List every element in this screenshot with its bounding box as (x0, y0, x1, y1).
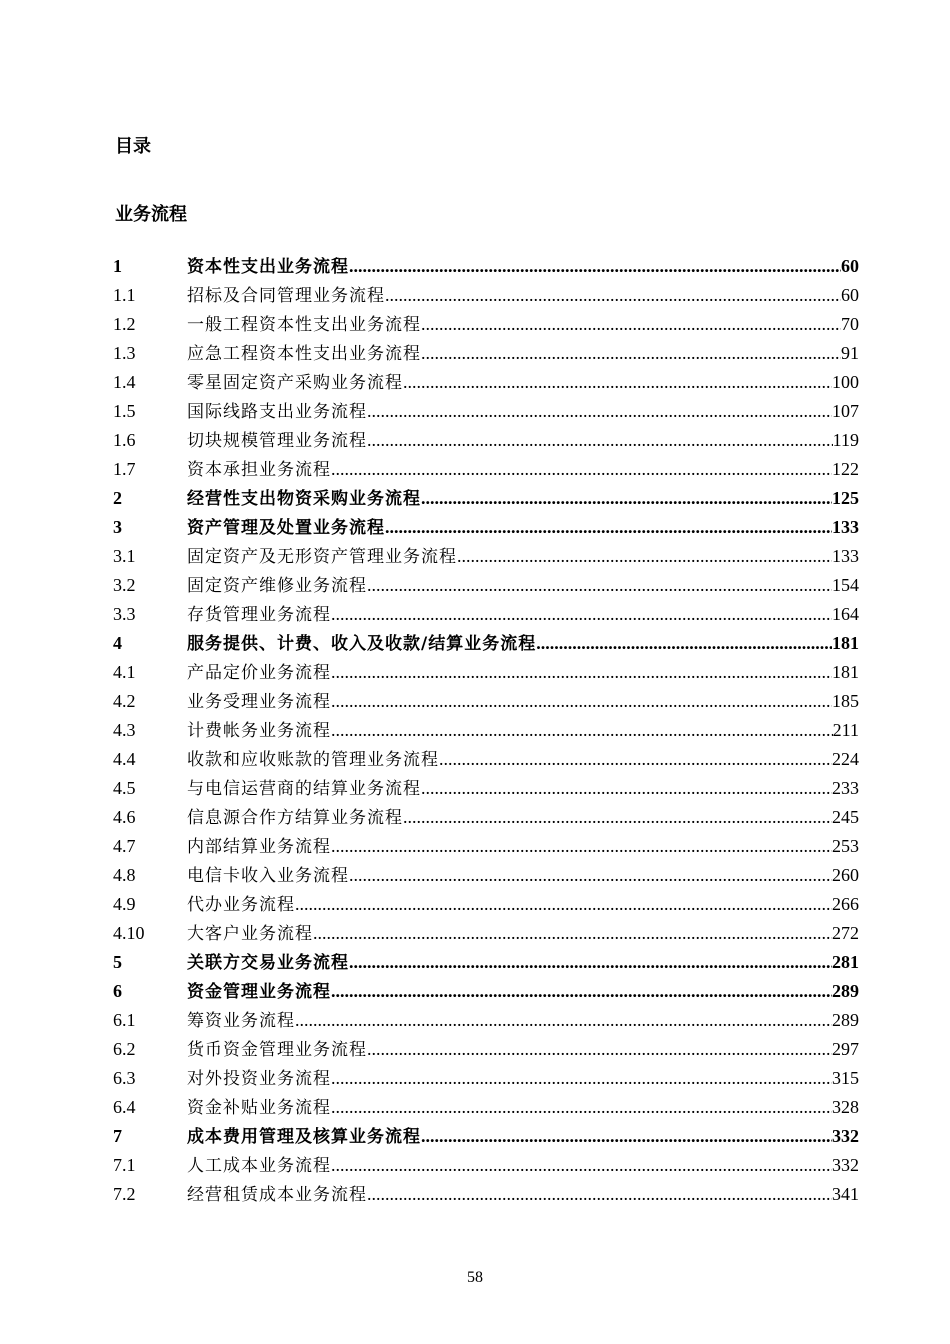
toc-entry-number: 3.1 (113, 546, 136, 566)
toc-entry-number: 7.2 (113, 1184, 136, 1204)
toc-entry-number: 6.4 (113, 1097, 136, 1117)
toc-entry-number: 3.2 (113, 575, 136, 595)
toc-leader-dots (313, 919, 832, 948)
toc-entry[interactable] (113, 948, 859, 977)
toc-entry-number: 7 (113, 1126, 122, 1146)
toc-entry-title: 零星固定资产采购业务流程 (187, 373, 403, 393)
toc-entry[interactable] (113, 571, 859, 600)
toc-entry-title: 国际线路支出业务流程 (187, 402, 367, 422)
toc-entry-title: 固定资产及无形资产管理业务流程 (187, 547, 457, 567)
toc-entry-number: 6.3 (113, 1068, 136, 1088)
toc-leader-dots (421, 339, 841, 368)
toc-entry-number: 4.10 (113, 923, 145, 943)
toc-entry-page: 341 (832, 1184, 859, 1204)
toc-entry-number: 3.3 (113, 604, 136, 624)
toc-entry[interactable] (113, 1122, 859, 1151)
toc-leader-dots (331, 1151, 832, 1180)
toc-entry-number: 4.6 (113, 807, 136, 827)
toc-entry-title: 资金管理业务流程 (187, 982, 331, 1002)
toc-leader-dots (439, 745, 832, 774)
toc-entry-page: 107 (832, 401, 859, 421)
toc-leader-dots (349, 252, 841, 281)
toc-entry-title: 筹资业务流程 (187, 1011, 295, 1031)
toc-leader-dots (403, 368, 832, 397)
section-title: 业务流程 (115, 204, 187, 225)
toc-entry-title: 电信卡收入业务流程 (187, 866, 349, 886)
toc-entry[interactable] (113, 455, 859, 484)
toc-entry-page: 332 (832, 1155, 859, 1175)
toc-entry-number: 6.1 (113, 1010, 136, 1030)
toc-entry-page: 185 (832, 691, 859, 711)
toc-entry-number: 1.3 (113, 343, 136, 363)
toc-entry-number: 4.3 (113, 720, 136, 740)
toc-entry-title: 内部结算业务流程 (187, 837, 331, 857)
table-of-contents (113, 252, 859, 1209)
toc-leader-dots (367, 397, 832, 426)
toc-entry[interactable] (113, 513, 859, 542)
toc-entry[interactable] (113, 484, 859, 513)
toc-entry-title: 存货管理业务流程 (187, 605, 331, 625)
toc-entry-number: 4.9 (113, 894, 136, 914)
toc-entry-title: 人工成本业务流程 (187, 1156, 331, 1176)
toc-entry-title: 收款和应收账款的管理业务流程 (187, 750, 439, 770)
toc-leader-dots (367, 571, 832, 600)
toc-entry-title: 大客户业务流程 (187, 924, 313, 944)
toc-leader-dots (367, 426, 833, 455)
toc-entry-page: 211 (832, 720, 859, 740)
toc-leader-dots (536, 629, 832, 658)
toc-entry-number: 5 (113, 952, 122, 972)
toc-leader-dots (331, 716, 833, 745)
toc-entry-page: 119 (832, 430, 859, 450)
toc-entry-page: 266 (832, 894, 859, 914)
toc-entry-number: 6 (113, 981, 122, 1001)
toc-entry[interactable] (113, 1151, 859, 1180)
toc-leader-dots (421, 484, 832, 513)
toc-entry-page: 60 (841, 285, 859, 305)
toc-leader-dots (331, 455, 832, 484)
toc-entry-number: 1.2 (113, 314, 136, 334)
toc-entry-page: 181 (832, 662, 859, 682)
toc-entry-page: 328 (832, 1097, 859, 1117)
toc-entry-page: 100 (832, 372, 859, 392)
toc-entry-page: 233 (832, 778, 859, 798)
toc-entry-number: 1.4 (113, 372, 136, 392)
toc-entry[interactable] (113, 310, 859, 339)
toc-entry[interactable] (113, 716, 859, 745)
toc-entry[interactable] (113, 426, 859, 455)
toc-entry[interactable] (113, 687, 859, 716)
toc-entry-title: 产品定价业务流程 (187, 663, 331, 683)
toc-leader-dots (385, 513, 832, 542)
toc-entry-title: 业务受理业务流程 (187, 692, 331, 712)
toc-entry-number: 2 (113, 488, 122, 508)
toc-leader-dots (331, 1093, 832, 1122)
toc-entry[interactable] (113, 339, 859, 368)
toc-leader-dots (331, 600, 832, 629)
toc-entry-title: 对外投资业务流程 (187, 1069, 331, 1089)
toc-entry-title: 应急工程资本性支出业务流程 (187, 344, 421, 364)
toc-entry-page: 164 (832, 604, 859, 624)
toc-entry-title: 成本费用管理及核算业务流程 (187, 1127, 421, 1147)
toc-leader-dots (331, 977, 832, 1006)
toc-entry-title: 与电信运营商的结算业务流程 (187, 779, 421, 799)
toc-entry[interactable] (113, 861, 859, 890)
toc-entry-title: 服务提供、计费、收入及收款/结算业务流程 (187, 634, 537, 654)
toc-entry[interactable] (113, 745, 859, 774)
toc-leader-dots (367, 1035, 832, 1064)
toc-entry-page: 272 (832, 923, 859, 943)
toc-entry-number: 4.1 (113, 662, 136, 682)
toc-leader-dots (421, 774, 832, 803)
toc-leader-dots (349, 861, 832, 890)
toc-entry-number: 3 (113, 517, 122, 537)
toc-entry-number: 1.5 (113, 401, 136, 421)
toc-entry-title: 资本性支出业务流程 (187, 257, 349, 277)
toc-entry[interactable] (113, 1180, 859, 1209)
toc-entry[interactable] (113, 890, 859, 919)
toc-entry[interactable] (113, 1093, 859, 1122)
toc-entry-title: 关联方交易业务流程 (187, 953, 349, 973)
toc-entry-number: 7.1 (113, 1155, 136, 1175)
toc-entry[interactable] (113, 1064, 859, 1093)
toc-entry-title: 资金补贴业务流程 (187, 1098, 331, 1118)
toc-entry[interactable] (113, 919, 859, 948)
toc-entry[interactable] (113, 397, 859, 426)
toc-entry-page: 332 (832, 1126, 859, 1146)
toc-entry-page: 289 (832, 981, 859, 1001)
toc-entry-title: 经营性支出物资采购业务流程 (187, 489, 421, 509)
toc-entry-page: 70 (841, 314, 859, 334)
toc-entry-page: 281 (832, 952, 859, 972)
toc-entry-number: 4.7 (113, 836, 136, 856)
toc-entry[interactable] (113, 774, 859, 803)
toc-leader-dots (367, 1180, 832, 1209)
toc-entry[interactable] (113, 252, 859, 281)
toc-entry-page: 181 (832, 633, 859, 653)
toc-entry-page: 289 (832, 1010, 859, 1030)
toc-entry[interactable] (113, 629, 859, 658)
toc-entry-page: 245 (832, 807, 859, 827)
toc-entry-number: 6.2 (113, 1039, 136, 1059)
toc-entry-number: 4.4 (113, 749, 136, 769)
toc-entry-number: 4 (113, 633, 122, 653)
toc-entry-page: 154 (832, 575, 859, 595)
toc-entry[interactable] (113, 658, 859, 687)
toc-entry-page: 60 (841, 256, 859, 276)
toc-leader-dots (331, 832, 832, 861)
toc-entry-title: 一般工程资本性支出业务流程 (187, 315, 421, 335)
toc-entry-page: 133 (832, 517, 859, 537)
toc-entry-page: 91 (841, 343, 859, 363)
toc-entry[interactable] (113, 368, 859, 397)
toc-entry-page: 260 (832, 865, 859, 885)
toc-leader-dots (403, 803, 832, 832)
toc-leader-dots (331, 687, 832, 716)
toc-leader-dots (421, 1122, 832, 1151)
toc-entry-number: 1.7 (113, 459, 136, 479)
toc-entry[interactable] (113, 1006, 859, 1035)
toc-entry-page: 297 (832, 1039, 859, 1059)
toc-entry-title: 货币资金管理业务流程 (187, 1040, 367, 1060)
toc-entry[interactable] (113, 977, 859, 1006)
toc-entry-title: 招标及合同管理业务流程 (187, 286, 385, 306)
toc-entry[interactable] (113, 281, 859, 310)
toc-entry-number: 1.6 (113, 430, 136, 450)
toc-entry-page: 133 (832, 546, 859, 566)
toc-entry-title: 计费帐务业务流程 (187, 721, 331, 741)
toc-entry[interactable] (113, 803, 859, 832)
toc-entry[interactable] (113, 542, 859, 571)
toc-entry-number: 1.1 (113, 285, 136, 305)
toc-leader-dots (331, 1064, 832, 1093)
toc-leader-dots (385, 281, 841, 310)
toc-entry[interactable] (113, 832, 859, 861)
toc-entry[interactable] (113, 1035, 859, 1064)
toc-leader-dots (349, 948, 832, 977)
toc-entry-page: 224 (832, 749, 859, 769)
toc-entry-title: 资产管理及处置业务流程 (187, 518, 385, 538)
toc-leader-dots (421, 310, 841, 339)
toc-entry-page: 125 (832, 488, 859, 508)
toc-leader-dots (295, 1006, 832, 1035)
toc-entry-title: 切块规模管理业务流程 (187, 431, 367, 451)
toc-leader-dots (295, 890, 832, 919)
toc-leader-dots (331, 658, 832, 687)
toc-entry-title: 资本承担业务流程 (187, 460, 331, 480)
toc-entry-page: 315 (832, 1068, 859, 1088)
toc-entry-number: 1 (113, 256, 122, 276)
toc-entry-number: 4.8 (113, 865, 136, 885)
toc-entry-title: 信息源合作方结算业务流程 (187, 808, 403, 828)
toc-entry-page: 253 (832, 836, 859, 856)
toc-entry-number: 4.5 (113, 778, 136, 798)
toc-entry-title: 固定资产维修业务流程 (187, 576, 367, 596)
toc-entry-number: 4.2 (113, 691, 136, 711)
toc-title: 目录 (115, 136, 151, 157)
toc-leader-dots (457, 542, 832, 571)
toc-entry-page: 122 (832, 459, 859, 479)
toc-entry[interactable] (113, 600, 859, 629)
page-number: 58 (467, 1269, 483, 1286)
toc-entry-title: 代办业务流程 (187, 895, 295, 915)
toc-entry-title: 经营租赁成本业务流程 (187, 1185, 367, 1205)
